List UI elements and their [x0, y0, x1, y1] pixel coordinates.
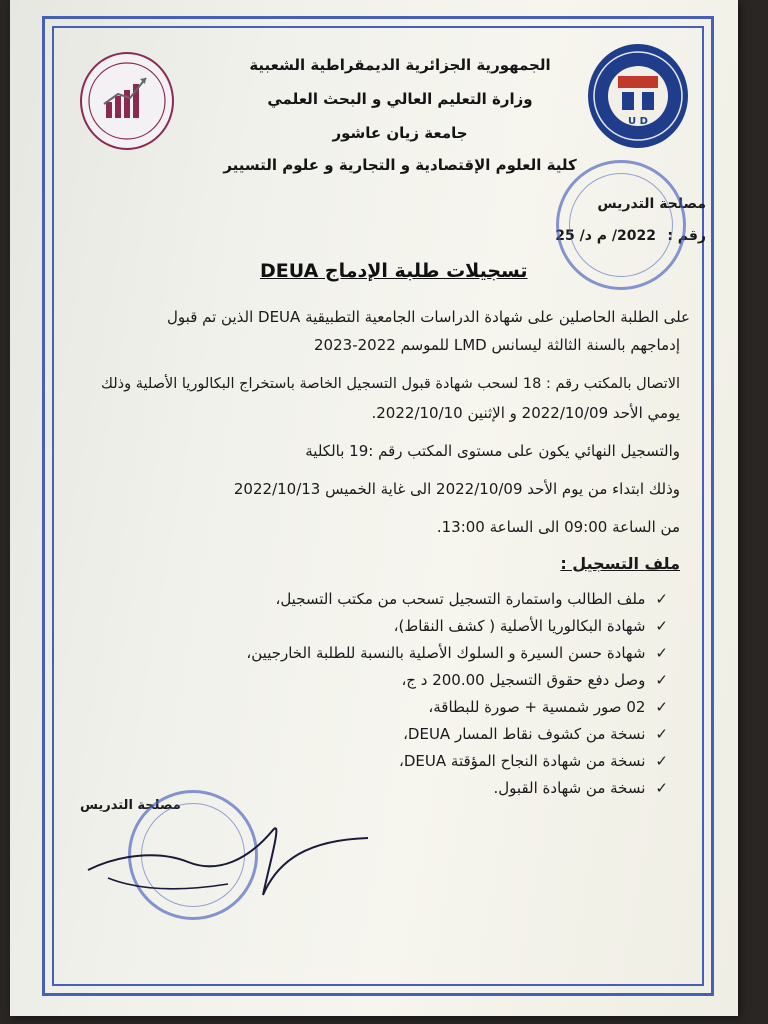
file-heading: ملف التسجيل :: [560, 554, 680, 573]
header-university: جامعة زيان عاشور: [332, 124, 468, 142]
university-logo-icon: [588, 44, 688, 148]
faculty-logo-icon: [80, 52, 174, 150]
list-item: ✓ملف الطالب واستمارة التسجيل تسحب من مكتب التسجيل،: [275, 590, 668, 608]
check-icon: ✓: [655, 779, 668, 797]
list-item: ✓شهادة البكالوريا الأصلية ( كشف النقاط)،: [393, 617, 668, 635]
header-ministry: وزارة التعليم العالي و البحث العلمي: [267, 90, 533, 108]
paragraph-1-line-1: على الطلبة الحاصلين على شهادة الدراسات الجامعية التطبيقية DEUA الذين تم قبول: [167, 308, 690, 326]
check-icon: ✓: [655, 752, 668, 770]
header-republic: الجمهورية الجزائرية الديمقراطية الشعبية: [249, 56, 551, 74]
check-icon: ✓: [655, 590, 668, 608]
office-name: مصلحة التدريس: [597, 196, 706, 212]
check-icon: ✓: [655, 671, 668, 689]
signature-icon: [78, 800, 378, 910]
list-item: ✓02 صور شمسية + صورة للبطاقة،: [428, 698, 668, 716]
reference-label: رقم :: [667, 228, 706, 244]
university-logo-letters: U D: [628, 116, 648, 127]
official-stamp-icon: [556, 160, 686, 290]
check-icon: ✓: [655, 698, 668, 716]
list-item: ✓نسخة من كشوف نقاط المسار DEUA،: [403, 725, 668, 743]
signature-label: مصلحة التدريس: [80, 798, 181, 813]
notice-title: تسجيلات طلبة الإدماج DEUA: [260, 260, 528, 282]
check-icon: ✓: [655, 617, 668, 635]
paragraph-1-line-2: إدماجهم بالسنة الثالثة ليسانس LMD للموسم 2022-2023: [314, 336, 680, 354]
paragraph-5: من الساعة 09:00 الى الساعة 13:00.: [436, 518, 680, 536]
list-item: ✓شهادة حسن السيرة و السلوك الأصلية بالنسبة للطلبة الخارجيين،: [246, 644, 668, 662]
check-icon: ✓: [655, 725, 668, 743]
paragraph-4: وذلك ابتداء من يوم الأحد 2022/10/09 الى غاية الخميس 2022/10/13: [233, 480, 680, 498]
paragraph-2-line-1: الاتصال بالمكتب رقم : 18 لسحب شهادة قبول التسجيل الخاصة باستخراج البكالوريا الأصلية وذلك: [101, 376, 680, 392]
paragraph-2-line-2: يومي الأحد 2022/10/09 و الإثنين 2022/10/10.: [371, 404, 680, 422]
paragraph-3: والتسجيل النهائي يكون على مستوى المكتب رقم :19 بالكلية: [305, 442, 680, 460]
list-item: ✓نسخة من شهادة النجاح المؤقتة DEUA،: [399, 752, 668, 770]
list-item: ✓نسخة من شهادة القبول.: [493, 779, 668, 797]
list-item: ✓وصل دفع حقوق التسجيل 200.00 د ج،: [401, 671, 668, 689]
header-faculty: كلية العلوم الإقتصادية و التجارية و علوم التسيير: [223, 156, 577, 174]
reference-number: 2022/ م د/ 25: [555, 228, 656, 244]
check-icon: ✓: [655, 644, 668, 662]
